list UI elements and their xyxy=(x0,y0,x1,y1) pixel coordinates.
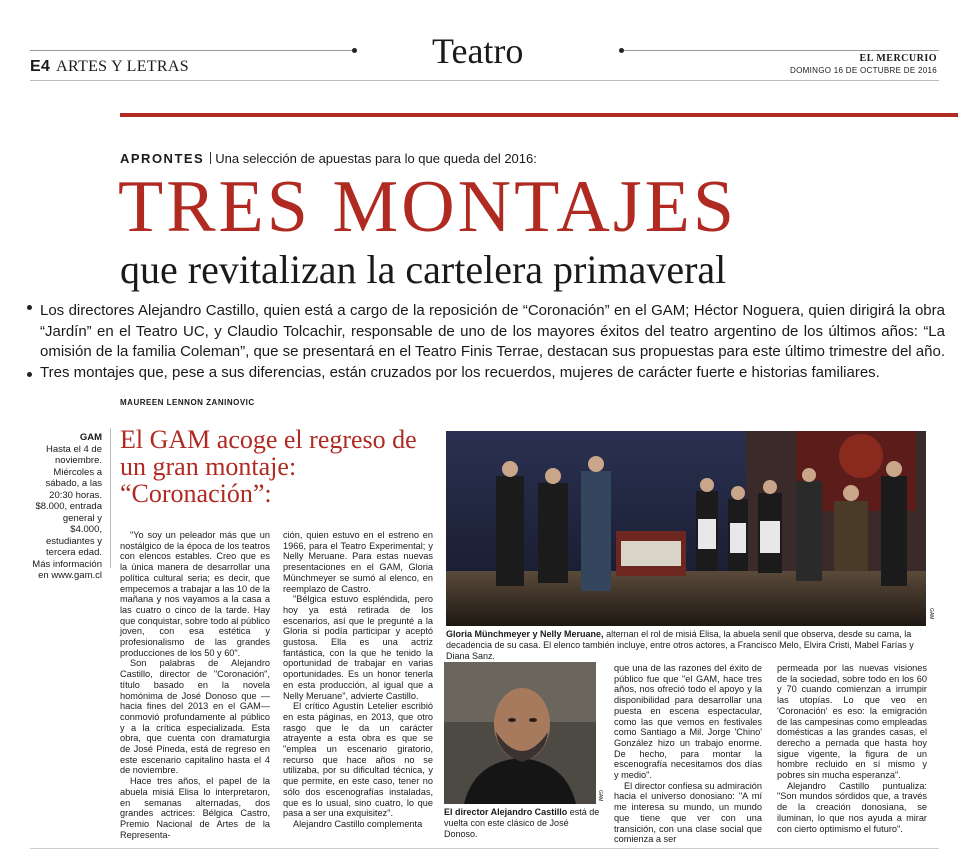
director-photo-illustration xyxy=(444,662,596,804)
paragraph: Son palabras de Alejandro Castillo, director de "Coronación", título basado en la novela homónima de José Donoso que —hacia fines del 2013 en el GAM— conmovió profundamente al público y a la crítica especializada. Esta obra, que cuenta con dramaturgia de José Pineda, está de regreso en este escenario capitalino hasta el 4 de noviembre. xyxy=(120,658,270,776)
paragraph: que una de las razones del éxito de público fue que "el GAM, hace tres años, nos ofreció todo el apoyo y la disponibilidad para desarrollar una puesta en escena espectacular, como las que vemos en festivales como Santiago a Mil. Jorge 'Chino' González hizo un trabajo enorme. De hecho, para montar la escenografía necesitamos dos días y medio". xyxy=(614,663,762,781)
director-photo-caption xyxy=(444,807,604,840)
info-details: Hasta el 4 de noviembre. Miércoles a sábado, a las 20:30 horas. $8.000, entrada general y $4.000, estudiantes y tercera edad. Más información en www.gam.cl xyxy=(32,443,102,581)
paragraph: El director confiesa su admiración hacia el universo donosiano: "A mí me interesa su mundo, un mundo que tiene que ver con una transición, con una clase social que comienza a ser xyxy=(614,780,762,845)
paragraph: El crítico Agustín Letelier escribió en esta páginas, en 2013, que otro rasgo que le da un carácter atrayente a esta obra es que se "emplea un escenario giratorio, recurso que hace años no se utilizaba, por su dificultad técnica, y que permite, en este caso, tener no sólo dos escenografías instaladas, que es lo usual, sino cuatro, lo que pasa a ser una exquisitez". xyxy=(283,701,433,819)
stage-photo-illustration xyxy=(446,431,926,626)
kicker-label: APRONTES xyxy=(120,151,205,166)
kicker-text: Una selección de apuestas para lo que queda del 2016: xyxy=(215,151,537,166)
director-photo xyxy=(444,662,596,804)
paragraph: ción, quien estuvo en el estreno en 1966, para el Teatro Experimental; y Nelly Meruane. Para estas nuevas presentaciones en el GAM, Gloria Münchmeyer se sumó al elenco, en reemplazo de Castro. xyxy=(283,530,433,594)
page-number: E4 xyxy=(30,58,51,75)
article-column-2 xyxy=(283,530,433,830)
section-name: ARTES Y LETRAS xyxy=(56,58,189,75)
publication-date: DOMINGO 16 DE OCTUBRE DE 2016 xyxy=(790,66,937,75)
lede-paragraph: Los directores Alejandro Castillo, quien está a cargo de la reposición de “Coronación” en el GAM; Héctor Noguera, quien dirigirá la obra “Jardín” en el Teatro UC, y Claudio Tolcachir, responsable de uno de los mayores éxitos del teatro argentino de los últimos años: “La omisión de la familia Coleman”, que se presentará en el Teatro Finis Terrae, destacan sus propuestas para este último trimestre del año. Tres montajes que, pese a sus diferencias, están cruzados por los recuerdos, mujeres de carácter fuerte e historias familiares. xyxy=(40,302,945,381)
director-photo-credit: GAM xyxy=(597,790,603,802)
info-divider xyxy=(110,428,111,568)
accent-bar xyxy=(120,113,958,117)
kicker-divider xyxy=(210,152,211,164)
paragraph: Alejandro Castillo complementa xyxy=(293,818,423,829)
stage-photo xyxy=(446,431,926,626)
caption-lead: El director Alejandro Castillo xyxy=(444,807,568,817)
paragraph: Hace tres años, el papel de la abuela misiá Elisa lo interpretaron, en semanas alternadas, dos grandes actrices: Bélgica Castro, Premio Nacional de Artes de la Representa- xyxy=(120,776,270,840)
article-column-4 xyxy=(777,663,927,834)
page-title: Teatro xyxy=(432,31,524,71)
kicker xyxy=(120,151,537,166)
paragraph: Alejandro Castillo puntualiza: "Son mundos sórdidos que, a través de la creación donosiana, se iluminan, lo que nos ayuda a mirar con cierto optimismo el futuro". xyxy=(777,780,927,834)
photo-credit: GAM xyxy=(928,608,934,620)
article-column-1 xyxy=(120,530,270,840)
paragraph: "Bélgica estuvo espléndida, pero hoy ya está retirada de los escenarios, así que le pregunté a la Gloria si podía participar y aceptó gustosa. Ella es una actriz fantástica, con la que he tenido la oportunidad de trabajar en varias oportunidades. Es un honor tenerla en esta producción, al igual que a Nelly Meruane", advierte Castillo. xyxy=(283,594,433,701)
newspaper-name: EL MERCURIO xyxy=(859,53,937,64)
info-venue: GAM xyxy=(79,432,102,443)
byline: MAUREEN LENNON ZANINOVIC xyxy=(120,398,255,407)
stage-photo-caption xyxy=(446,629,928,662)
caption-text: está de vuelta con este clásico de José Donoso. xyxy=(444,807,600,839)
caption-text: alternan el rol de misiá Elisa, la abuela senil que observa, desde su cama, la decadencia de su casa. El elenco también incluye, entre otros actores, a Francisco Melo, Elvira Cristi, Mabel Farías y Diana Sanz. xyxy=(446,629,914,661)
subheadline: que revitalizan la cartelera primaveral xyxy=(120,247,727,292)
paragraph: "Yo soy un peleador más que un nostálgico de la época de los teatros con elencos estables. Creo que es la única manera de desarrollar una política cultural seria; es decir, que empecemos a trabajar a las 10 de la mañana y nos vayamos a la casa a las cuatro o cinco de la tarde. Hay que conquistar, sobre todo al público joven, con esa estética y profesionalismo de las grandes producciones de los 50 y 60". xyxy=(120,530,270,658)
info-box xyxy=(30,432,102,582)
caption-lead: Gloria Münchmeyer y Nelly Meruane, xyxy=(446,629,604,639)
paragraph: permeada por las nuevas visiones de la sociedad, sobre todo en los 60 y 70 cuando comienzan a irrumpir las utopías. Lo que veo en 'Coronación' es eso: la emigración de las campesinas como empleadas domésticas a las grandes casas, el derecho a pernada que hasta hoy sigue vigente, la figura de un hombre recluido en sí mismo y pobres sin mucha esperanza". xyxy=(777,663,927,781)
section-title: El GAM acoge el regreso de un gran montaje: “Coronación”: xyxy=(120,425,417,508)
page-header-section xyxy=(30,58,189,76)
article-column-3 xyxy=(614,663,762,845)
headline: TRES MONTAJES xyxy=(118,166,737,248)
